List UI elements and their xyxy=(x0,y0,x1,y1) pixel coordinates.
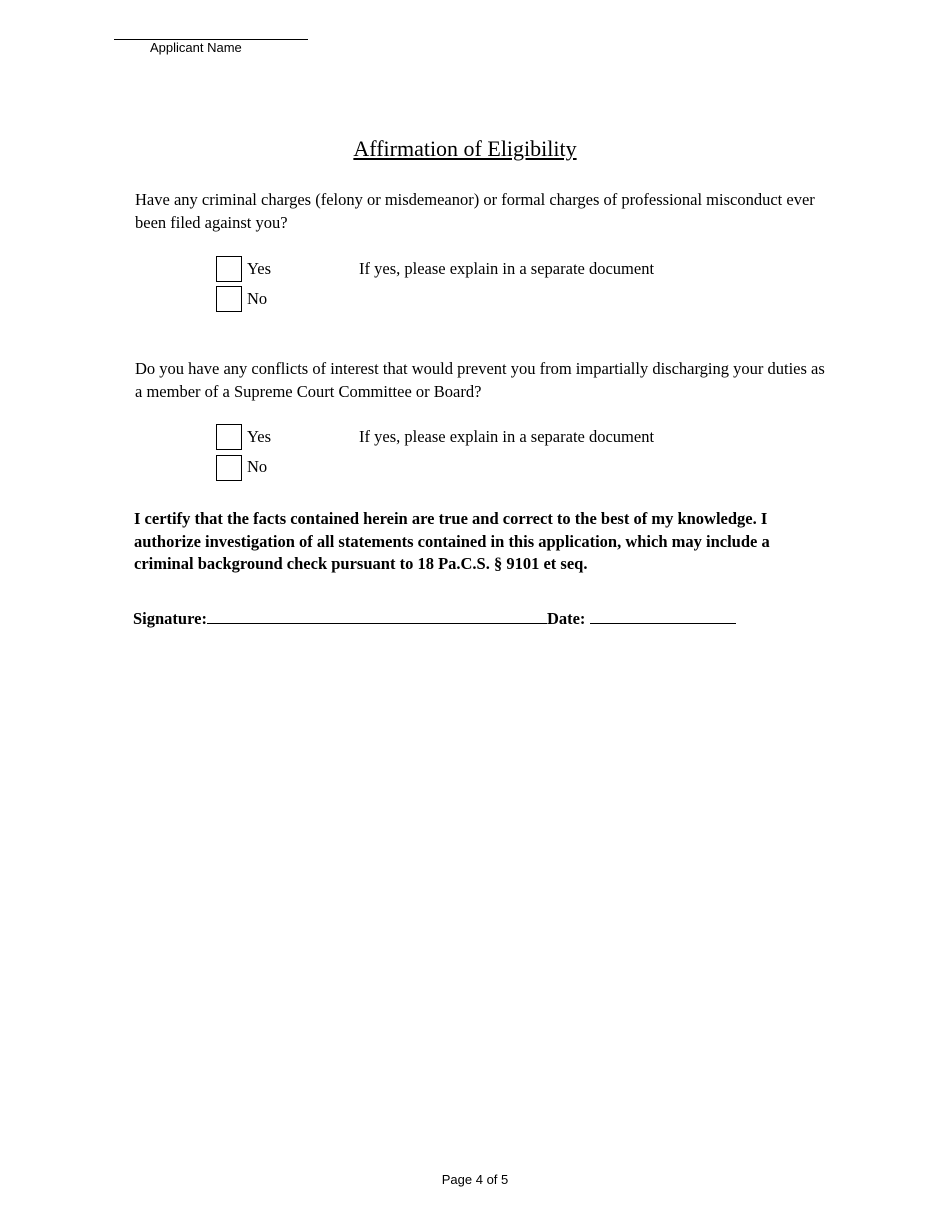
signature-field[interactable] xyxy=(207,622,547,624)
q2-yes-checkbox[interactable] xyxy=(216,424,242,450)
q1-yes-label: Yes xyxy=(247,259,272,278)
q2-no-checkbox[interactable] xyxy=(216,455,242,481)
q1-explain-note: If yes, please explain in a separate document xyxy=(359,259,655,278)
certification-statement: I certify that the facts contained herein are true and correct to the best of my knowledge. I authorize investigation of all statements contained in this application, which may include a criminal background check pursuant to 18 Pa.C.S. § 9101 et seq. xyxy=(134,509,770,573)
page-title: Affirmation of Eligibility xyxy=(353,136,577,161)
q1-no-label: No xyxy=(247,289,268,308)
q1-yes-checkbox[interactable] xyxy=(216,256,242,282)
q1-no-checkbox[interactable] xyxy=(216,286,242,312)
date-label: Date: xyxy=(546,609,586,628)
q2-explain-note: If yes, please explain in a separate document xyxy=(359,427,655,446)
signature-label: Signature: xyxy=(133,609,207,628)
question-criminal-charges: Have any criminal charges (felony or misdemeanor) or formal charges of professional misconduct ever been filed against you? xyxy=(135,190,815,232)
q2-no-label: No xyxy=(247,457,268,476)
date-field[interactable] xyxy=(590,622,736,624)
signature-row xyxy=(133,609,736,629)
applicant-name-label: Applicant Name xyxy=(150,40,242,55)
page-number: Page 4 of 5 xyxy=(441,1172,509,1187)
question-conflicts-of-interest: Do you have any conflicts of interest that would prevent you from impartially discharging your duties as a member of a Supreme Court Committee or Board? xyxy=(135,359,825,401)
q2-yes-label: Yes xyxy=(247,427,272,446)
